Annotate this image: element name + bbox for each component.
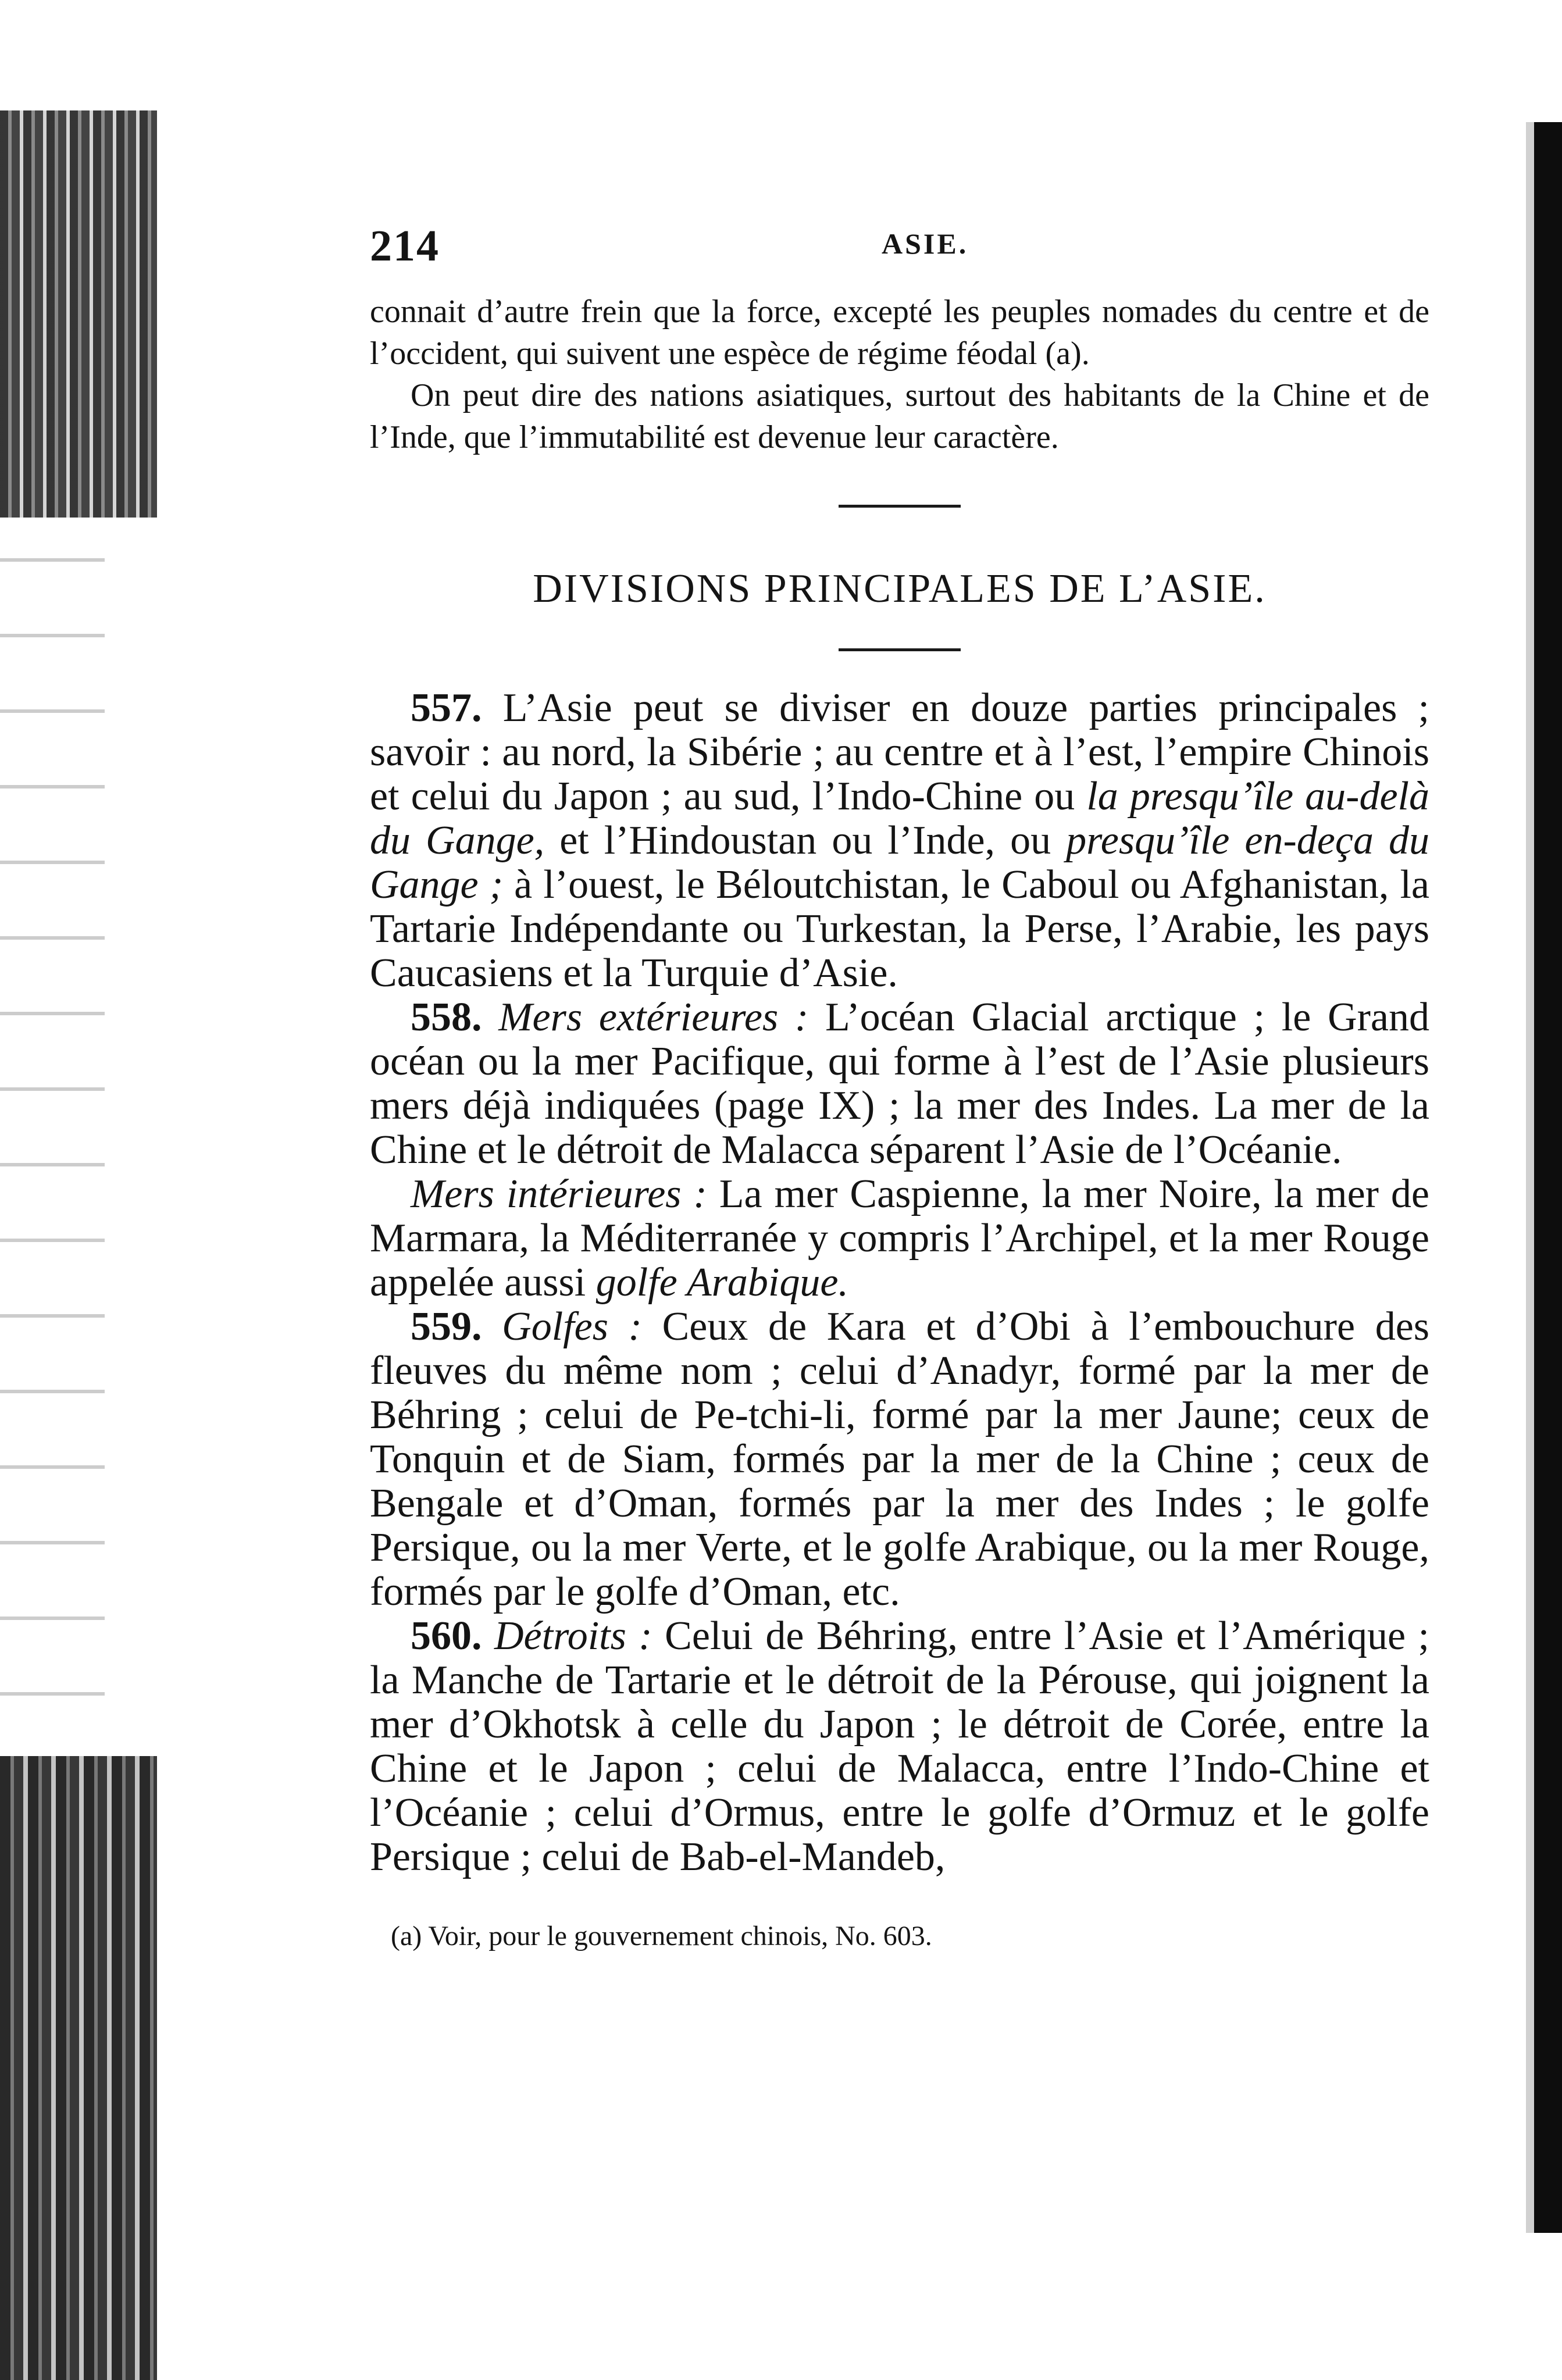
intro-paragraph-1: connait d’autre frein que la force, excepté les peuples nomades du centre et de l’occident, qui suivent une espèce de régime féodal (a). xyxy=(370,294,1429,372)
italic-text: presqu’île en-deça du Gange ; xyxy=(370,818,1429,907)
italic-text: Détroits : xyxy=(494,1614,652,1658)
paragraph-558-interior xyxy=(370,1172,1429,1305)
running-head: ASIE. xyxy=(882,227,969,260)
divider-rule-top xyxy=(839,505,961,508)
paragraph-560 xyxy=(370,1614,1429,1879)
paragraph-text: L’océan Glacial arctique ; le Grand océan ou la mer Pacifique, qui forme à l’est de l’Asie plusieurs mers déjà indiquées (page IX) ; la mer des Indes. La mer de la Chine et le détroit de Malacca séparent l’Asie de l’Océanie. xyxy=(370,995,1429,1172)
divider-rule-bottom xyxy=(839,648,961,651)
italic-text: la presqu’île au-delà du Gange, xyxy=(370,774,1429,863)
scan-edge-top xyxy=(0,110,157,518)
paragraph-text: La mer Caspienne, la mer Noire, la mer de Marmara, la Méditerranée y compris l’Archipel, et la mer Rouge appelée aussi xyxy=(370,1172,1429,1305)
paragraph-number: 559. xyxy=(411,1304,482,1349)
italic-text: golfe Arabique. xyxy=(595,1260,848,1305)
paragraph-number: 557. xyxy=(411,686,482,730)
book-page xyxy=(370,221,1429,1952)
page-number: 214 xyxy=(370,222,440,270)
paragraph-text: L’Asie peut se diviser en douze parties principales ; savoir : au nord, la Sibérie ; au centre et à l’est, l’empire Chinois et celui du Japon ; au sud, l’Indo-Chine ou xyxy=(370,686,1429,819)
paragraph-text: et l’Hindoustan ou l’Inde, ou xyxy=(544,818,1067,863)
scan-edge-right xyxy=(1534,122,1562,2233)
paragraph-text: Celui de Béhring, entre l’Asie et l’Amérique ; la Manche de Tartarie et le détroit de la Pérouse, qui joignent la mer d’Okhotsk à celle du Japon ; le détroit de Corée, entre la Chine et le Japon ; celui de Malacca, entre l’Indo-Chine et l’Océanie ; celui d’Ormus, entre le golfe d’Ormuz et le golfe Persique ; celui de Bab-el-Mandeb, xyxy=(370,1614,1429,1879)
paragraph-number: 558. xyxy=(411,995,482,1040)
intro-paragraph-2: On peut dire des nations asiatiques, surtout des habitants de la Chine et de l’Inde, que l’immutabilité est devenue leur caractère. xyxy=(370,377,1429,455)
paragraph-559 xyxy=(370,1305,1429,1614)
scan-edge-bottom xyxy=(0,1756,157,2380)
italic-text: Mers intérieures : xyxy=(411,1172,707,1216)
paragraph-557 xyxy=(370,686,1429,995)
italic-text: Golfes : xyxy=(502,1304,642,1349)
scan-edge-right-shadow xyxy=(1526,122,1534,2233)
paragraph-text: à l’ouest, le Béloutchistan, le Caboul ou Afghanistan, la Tartarie Indépendante ou Turkestan, la Perse, l’Arabie, les pays Caucasiens et la Turquie d’Asie. xyxy=(370,862,1430,995)
footnote: (a) Voir, pour le gouvernement chinois, No. 603. xyxy=(391,1921,932,1951)
intro-text xyxy=(370,291,1429,458)
body-text xyxy=(370,686,1429,1879)
italic-text: Mers extérieures : xyxy=(498,995,809,1040)
paragraph-558 xyxy=(370,995,1429,1172)
paragraph-text: Ceux de Kara et d’Obi à l’embouchure des fleuves du même nom ; celui d’Anadyr, formé par la mer de Béhring ; celui de Pe-tchi-li, formé par la mer Jaune; ceux de Tonquin et de Siam, formés par la mer de la Chine ; ceux de Bengale et d’Oman, formés par la mer des Indes ; le golfe Persique, ou la mer Verte, et le golfe Arabique, ou la mer Rouge, formés par le golfe d’Oman, etc. xyxy=(370,1304,1430,1614)
page-header xyxy=(370,221,1429,291)
section-title: DIVISIONS PRINCIPALES DE L’ASIE. xyxy=(533,566,1267,611)
paragraph-number: 560. xyxy=(411,1614,482,1658)
scan-edge-middle xyxy=(0,523,105,1756)
